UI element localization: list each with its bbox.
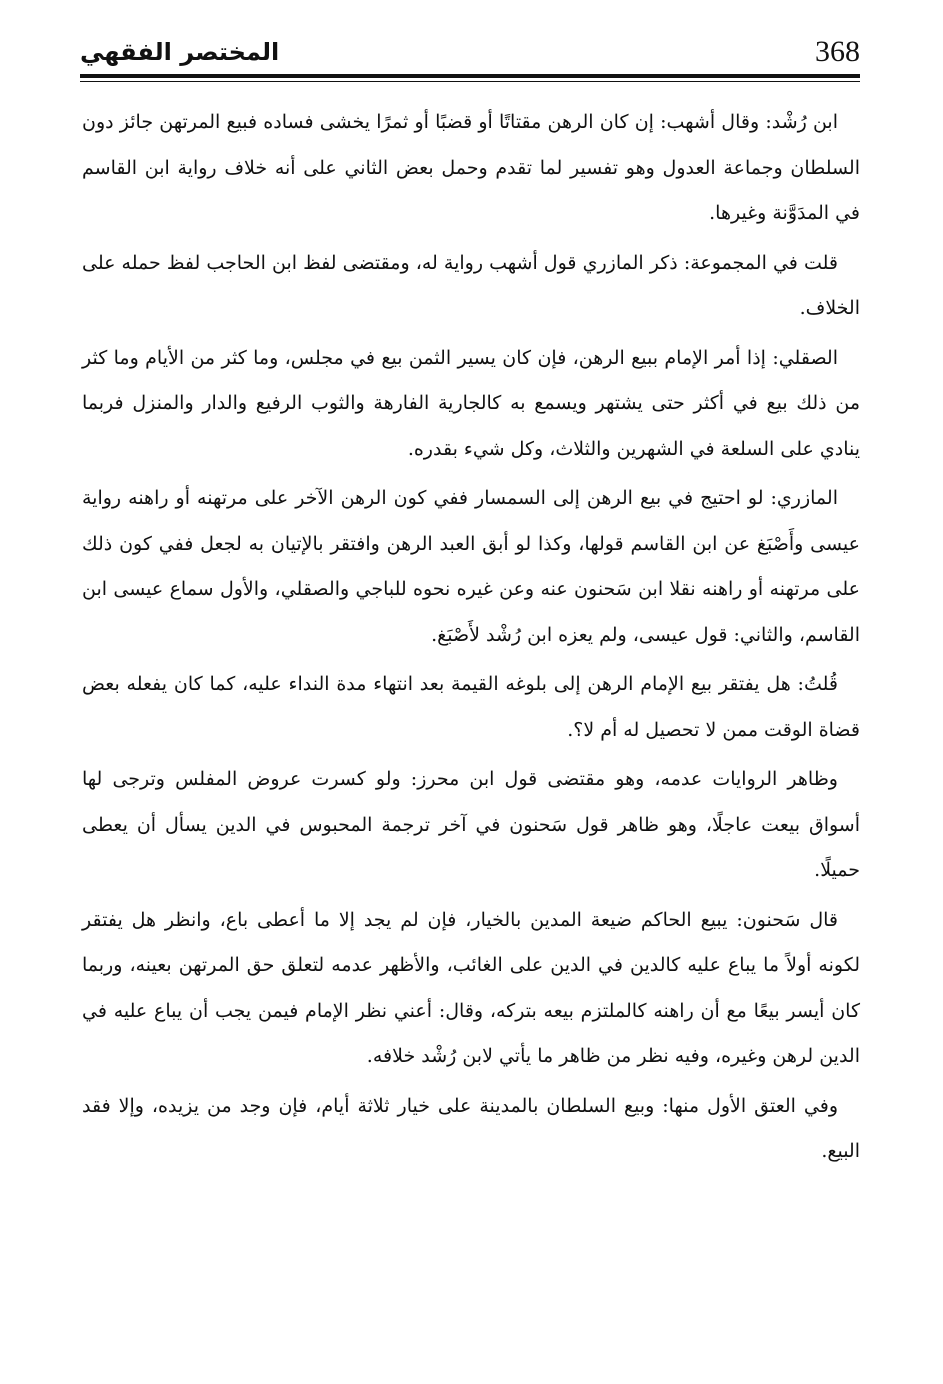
paragraph-6: وظاهر الروايات عدمه، وهو مقتضى قول ابن محرز: ولو كسرت عروض المفلس وترجى لها أسواق بيعت عاجلًا، وهو ظاهر قول سَحنون في آخر ترجمة المحبوس في الدين يسأل أن يعطى حميلًا.	[82, 768, 860, 881]
page-number: 368	[815, 35, 860, 68]
paragraph-1: ابن رُشْد: وقال أشهب: إن كان الرهن مقتاتًا أو قضبًا أو ثمرًا يخشى فساده فبيع المرتهن جائز دون السلطان وجماعة العدول وهو تفسير لما تقدم وحمل بعض الثاني على أنه خلاف رواية ابن القاسم في المدَوَّنة وغيرها.	[82, 111, 860, 224]
header-rule-thin	[80, 81, 860, 82]
paragraph-4: المازري: لو احتيج في بيع الرهن إلى السمسار ففي كون الرهن الآخر على مرتهنه أو راهنه رواية عيسى وأَصْبَغ عن ابن القاسم قولها، وكذا لو أبق العبد الرهن وافتقر بالإتيان به لجعل ففي كون ذلك على مرتهنه أو راهنه نقلا ابن سَحنون عنه وعن غيره نحوه للباجي والصقلي، والأول سماع عيسى ابن القاسم، والثاني: قول عيسى، ولم يعزه ابن رُشْد لأَصْبَغ.	[82, 487, 860, 646]
paragraph-3: الصقلي: إذا أمر الإمام ببيع الرهن، فإن كان يسير الثمن بيع في مجلس، وما كثر من الأيام وما كثر من ذلك بيع في أكثر حتى يشتهر ويسمع به كالجارية الفارهة والثوب الرفيع والدار والمنزل فربما ينادي على السلعة في الشهرين والثلاث، وكل شيء بقدره.	[82, 346, 860, 460]
running-title: المختصر الفقهي	[80, 38, 280, 66]
paragraph-7: قال سَحنون: يبيع الحاكم ضيعة المدين بالخيار، فإن لم يجد إلا ما أعطى باع، وانظر هل يفتقر لكونه أولاً ما يباع عليه كالدين في الدين على الغائب، والأظهر عدمه لتعلق حق المرتهن بعينه، وربما كان أيسر بيعًا مع أن راهنه كالملتزم بيعه بتركه، وقال: أعني نظر الإمام فيمن يجب أن يباع عليه في الدين لرهن وغيره، وفيه نظر من ظاهر ما يأتي لابن رُشْد خلافه.	[82, 908, 860, 1067]
paragraph-2: قلت في المجموعة: ذكر المازري قول أشهب رواية له، ومقتضى لفظ ابن الحاجب لفظ حمله على الخلاف.	[82, 251, 860, 319]
paragraph-8: وفي العتق الأول منها: وبيع السلطان بالمدينة على خيار ثلاثة أيام، فإن وجد من يزيده، وإلا فقد البيع.	[82, 1094, 860, 1162]
page-body	[82, 100, 860, 1179]
header-rule-thick	[80, 74, 860, 78]
page-header	[80, 32, 860, 72]
paragraph-5: قُلتُ: هل يفتقر بيع الإمام الرهن إلى بلوغه القيمة بعد انتهاء مدة النداء عليه، كما كان يفعله بعض قضاة الوقت ممن لا تحصيل له أم لا؟.	[82, 673, 860, 741]
